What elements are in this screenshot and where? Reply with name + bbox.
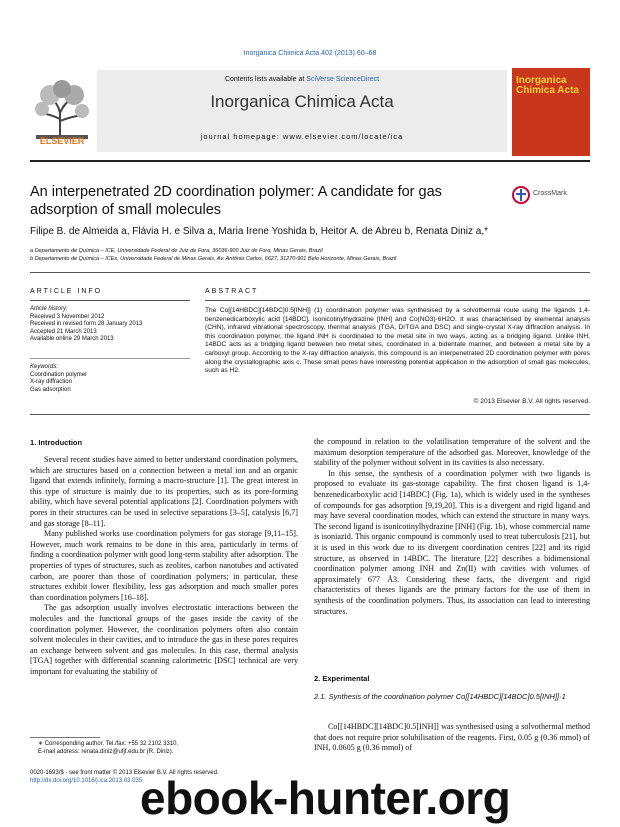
abstract-text: The Co[[14HBDC][14BDC]0.5[INH]] (1) coordination polymer was synthesised by a solvothermal route using the ligands 1,4-benzenedicarboxylic acid [14BDC], isonicotinylhydrazine [INH] and Co(NO3)·6H2O. It was characterised by elemental analysis (CHN), infrared vibrational spectroscopy, thermal analysis (TGA, DrTGA and DSC) and single-crystal X-ray diffraction analysis. In this coordination polymer, the ligand INH is coordinated to the metal site in two ways, acting as a bridging ligand. Unlike INH, 14BDC acts as a bridging ligand between two metal sites, coordinated in a bidentate manner, and between a metal site by a carboxyl group. According to the X-ray diffraction analysis, this compound is an interpenetrated 2D coordination polymer with pores along the crystallographic axis c. These small pores have interesting potential application in the adsorption of small gas molecules, such as H2. [205,307,590,375]
revised-date: Received in revised form 28 January 2013 [30,321,143,327]
left-column [30,455,298,677]
doi-link[interactable]: http://dx.doi.org/10.1016/j.ica.2013.03.035 [30,777,143,784]
accepted-date: Accepted 21 March 2013 [30,328,97,335]
journal-homepage[interactable]: journal homepage: www.elsevier.com/locate/ica [200,132,404,141]
sciencedirect-link[interactable]: SciVerse ScienceDirect [306,76,380,83]
received-date: Received 3 November 2012 [30,313,105,320]
article-info-heading: ARTICLE INFO [30,288,103,295]
cover-title: Inorganica Chimica Acta [516,75,579,96]
intro-paragraph-4: the compound in relation to the volatilisation temperature of the solvent and the maximum desorption temperature of the adsorbed gas. Moreover, knowledge of the stability of the polymer without solvent in its cavities is also necessary. [314,437,590,468]
introduction-heading: 1. Introduction [30,438,83,447]
keywords-label: Keywords: [30,364,59,370]
crossmark-icon [512,186,530,204]
crossmark-label: CrossMark [533,190,567,197]
abstract-copyright: © 2013 Elsevier B.V. All rights reserved. [473,398,590,405]
keyword-item: Coordination polymer [30,371,88,378]
author-list: Filipe B. de Almeida a, Flávia H. e Silva a, Maria Irene Yoshida b, Heitor A. de Abreu b, Renata Diniz a,* [30,226,489,237]
abstract-heading: ABSTRACT [205,288,259,295]
article-history [30,306,195,344]
experimental-text [314,722,590,754]
email-note[interactable]: E-mail address: renata.diniz@ufjf.edu.br (R. Diniz). [38,748,174,755]
intro-paragraph-3: The gas adsorption usually involves electrostatic interactions between the molecules and the functional groups of the gases inside the cavity of the coordination polymer. However, the coordination polymers often also contain solvent molecules in their cavities, and to introduce the gas in these pores requires an exchange between solvent and gas molecules. In this case, thermal analysis [TGA] together with differential scanning calorimetric [DSC] technical are very important for evaluating the stability of [30,603,298,676]
experimental-paragraph-1: Co[[14HBDC][14BDC]0.5[INH]] was synthesised using a solvothermal method that does not require prior solubilisation of the reagents. First, 0.05 g (0.36 mmol) of INH, 0.0605 g (0.36 mmol) of [314,722,590,753]
keywords [30,364,195,394]
affiliations-divider [30,272,590,273]
keyword-item: X-ray diffraction [30,379,72,385]
intro-paragraph-1: Several recent studies have aimed to better understand coordination polymers, which are structures based on a connection between a metal ion and an organic ligand that extends infinitely, forming a macro-structure [1]. The great interest in this type of structure is mainly due to its properties, such as its pore-forming ability, which have several potential applications [2]. Coordination polymers with pores in their structures can be used in selective separations [3–5], catalysis [6,7] and gas storage [8–11]. [30,455,298,528]
abstract-divider [205,300,590,301]
experimental-heading: 2. Experimental [314,674,370,683]
article-info-divider [30,300,190,301]
article-title: An interpenetrated 2D coordination polymer: A candidate for gas adsorption of small molecules [30,184,442,218]
elsevier-wordmark: ELSEVIER [39,136,85,146]
abstract-bottom-divider [30,414,590,415]
history-label: Article history: [30,306,68,312]
online-date: Available online 29 March 2013 [30,336,114,342]
watermark-text: ebook-hunter.org [140,772,511,824]
affiliation-a: a Departamento de Química – ICE, Universidade Federal de Juiz de Fora, 36036-900 Juiz de Fora, Minas Gerais, Brazil [30,248,323,254]
header-divider [30,160,590,162]
intro-paragraph-2: Many published works use coordination polymers for gas storage [9,11–15]. However, much work remains to be done in this area, particularly in terms of finding a coordination polymer with good long-term stability after adsorption. The properties of types of structures, such as zeolites, carbon nanotubes and activated carbon, are poorer than those of coordination polymers; in particular, these structures exhibit lower flexibility, less gas adsorption and much smaller pores than coordination polymers [16–18]. [30,529,298,602]
issn-line: 0020-1693/$ - see front matter © 2013 Elsevier B.V. All rights reserved. [30,770,219,776]
contents-prefix: Contents lists available at [224,76,307,83]
synthesis-subheading: 2.1. Synthesis of the coordination polymer Co[[14HBDC][14BDC]0.5[INH]]·1 [314,692,566,701]
journal-title: Inorganica Chimica Acta [210,92,394,111]
contents-line [97,76,507,83]
footnotes [38,741,298,756]
right-column [314,437,590,617]
journal-reference[interactable]: Inorganica Chimica Acta 402 (2013) 60–68 [243,50,377,57]
footnote-divider [30,737,100,738]
intro-paragraph-5: In this sense, the synthesis of a coordination polymer with two ligands is proposed to evaluate its gas-storage capability. The first chosen ligand is 1,4-benzenedicarboxylic acid [14BDC] (Fig. 1a), which is widely used in the syntheses of compounds for gas adsorption [9,19,20]. This is a divergent and rigid ligand and may have several coordination modes, which can extend the structure in many ways. The second ligand is isonicotinylhydrazine [INH] (Fig. 1b), whose commercial name is isoniazid. This organic compound is commonly used to treat tuberculosis [21], but it is used in this work due to its divergent coordination centres [22] and its rigid structure, as observed in 14BDC. The literature [22] describes a bidimensional coordination polymer among INH and Zn(II) with cavities with volumes of approximately 677 Å3. Considering these facts, the divergent and rigid characteristics of theses ligands are the primary factors for the use of them in synthesis of the coordination polymers. Thus, its association can lead to interesting structures. [314,468,590,616]
crossmark-button[interactable] [512,186,592,206]
keyword-item: Gas adsorption [30,386,71,393]
keywords-divider [30,358,190,359]
corresponding-author-note: ∗ Corresponding author. Tel./fax: +55 32 2102 3310. [38,741,179,747]
affiliation-b: b Departamento de Química – ICEx, Universidade Federal de Minas Gerais, Av. Antônio Carlos, 6627, 31270-901 Belo Horizonte, Minas Gerais, Brazil [30,256,397,262]
